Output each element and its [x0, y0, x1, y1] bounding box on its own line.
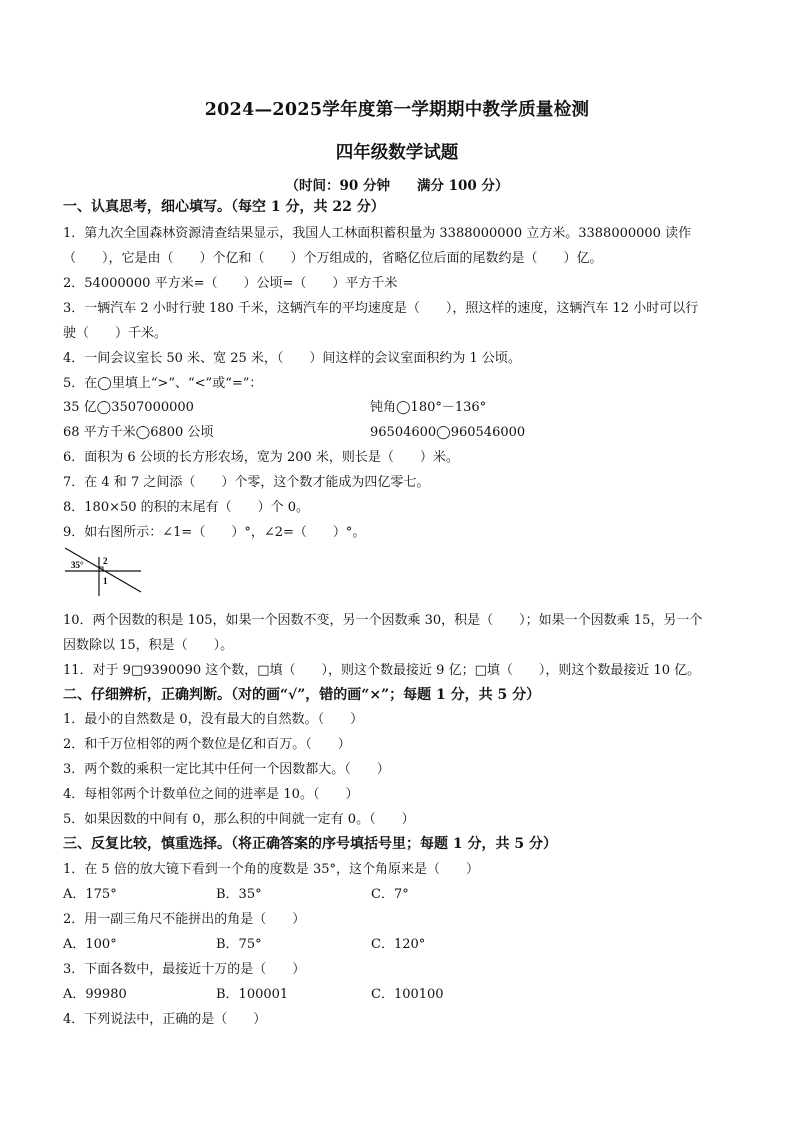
- s1-q8: 8．180×50 的积的末尾有（ ）个 0。: [63, 500, 310, 515]
- s2-item: 3．两个数的乘积一定比其中任何一个因数都大。（ ）: [63, 762, 390, 777]
- section1-heading: 一、认真思考，细心填写。（每空 1 分，共 22 分）: [63, 199, 385, 215]
- s1-q11: 11．对于 9□9390090 这个数，□填（ ），则这个数最接近 9 亿；□填（ ），则这个数最接近 10 亿。: [63, 663, 701, 678]
- s3-q4: 4．下列说法中，正确的是（ ）: [63, 1012, 267, 1027]
- s1-q4: 4．一间会议室长 50 米、宽 25 米，（ ）间这样的会议室面积约为 1 公顷。: [63, 351, 521, 366]
- s3-q2: 2．用一副三角尺不能拼出的角是（ ）: [63, 912, 306, 927]
- s2-item: 4．每相邻两个计数单位之间的进率是 10。（ ）: [63, 787, 359, 802]
- s1-q5: 5．在◯里填上“>”、“<”或“=”：: [63, 376, 263, 391]
- s1-q3-line2: 驶（ ）千米。: [63, 326, 168, 341]
- s1-q1-line1: 1．第九次全国森林资源清查结果显示，我国人工林面积蓄积量为 3388000000 立方米。3388000000 读作: [63, 226, 692, 241]
- figure-label-2: 2: [103, 556, 108, 566]
- s2-item: 2．和千万位相邻的两个数位是亿和百万。（ ）: [63, 737, 351, 752]
- s3-q1-option-b: B．35°: [216, 887, 262, 902]
- s3-q3-option-c: C．100100: [371, 987, 444, 1002]
- s1-q5-row2-right: 96504600◯960546000: [370, 425, 526, 440]
- section2-heading: 二、仔细辨析，正确判断。（对的画“√”，错的画“×”；每题 1 分，共 5 分）: [63, 687, 541, 703]
- angle-figure: [63, 544, 143, 596]
- s1-q9: 9．如右图所示：∠1=（ ）°，∠2=（ ）°。: [63, 525, 366, 540]
- s2-item: 1．最小的自然数是 0，没有最大的自然数。（ ）: [63, 712, 364, 727]
- s1-q5-row1-left: 35 亿◯3507000000: [63, 400, 194, 415]
- s3-q3: 3．下面各数中，最接近十万的是（ ）: [63, 962, 306, 977]
- exam-title: 2024—2025学年度第一学期期中教学质量检测: [204, 100, 590, 120]
- s3-q2-option-c: C．120°: [371, 937, 426, 952]
- figure-label-1: 1: [103, 576, 108, 586]
- s3-q3-option-a: A．99980: [63, 987, 127, 1002]
- figure-angle-label: 35°: [71, 560, 84, 570]
- s3-q1-option-a: A．175°: [63, 887, 117, 902]
- s1-q5-row1-right: 钝角◯180°－136°: [370, 400, 487, 415]
- s3-q2-option-a: A．100°: [63, 937, 117, 952]
- s1-q10-line2: 因数除以 15，积是（ ）。: [63, 638, 234, 653]
- s3-q3-option-b: B．100001: [216, 987, 289, 1002]
- s1-q1-line2: （ ），它是由（ ）个亿和（ ）个万组成的，省略亿位后面的尾数约是（ ）亿。: [63, 251, 603, 266]
- exam-subtitle: 四年级数学试题: [335, 143, 459, 163]
- s3-q2-option-b: B．75°: [216, 937, 262, 952]
- s1-q3-line1: 3．一辆汽车 2 小时行驶 180 千米，这辆汽车的平均速度是（ ），照这样的速度，这辆汽车 12 小时可以行: [63, 301, 699, 316]
- s2-item: 5．如果因数的中间有 0，那么积的中间就一定有 0。（ ）: [63, 812, 415, 827]
- exam-time-info: （时间：90 分钟 满分 100 分）: [285, 178, 509, 194]
- s1-q6: 6．面积为 6 公顷的长方形农场，宽为 200 米，则长是（ ）米。: [63, 450, 459, 465]
- s1-q7: 7．在 4 和 7 之间添（ ）个零，这个数才能成为四亿零七。: [63, 475, 430, 490]
- s3-q1: 1．在 5 倍的放大镜下看到一个角的度数是 35°，这个角原来是（ ）: [63, 862, 479, 877]
- section3-heading: 三、反复比较，慎重选择。（将正确答案的序号填括号里；每题 1 分，共 5 分）: [63, 836, 557, 852]
- s1-q5-row2-left: 68 平方千米◯6800 公顷: [63, 425, 214, 440]
- s3-q1-option-c: C．7°: [371, 887, 409, 902]
- s1-q2: 2．54000000 平方米=（ ）公顷=（ ）平方千米: [63, 276, 398, 291]
- s1-q10-line1: 10．两个因数的积是 105，如果一个因数不变，另一个因数乘 30，积是（ ）；如果一个因数乘 15，另一个: [63, 613, 703, 628]
